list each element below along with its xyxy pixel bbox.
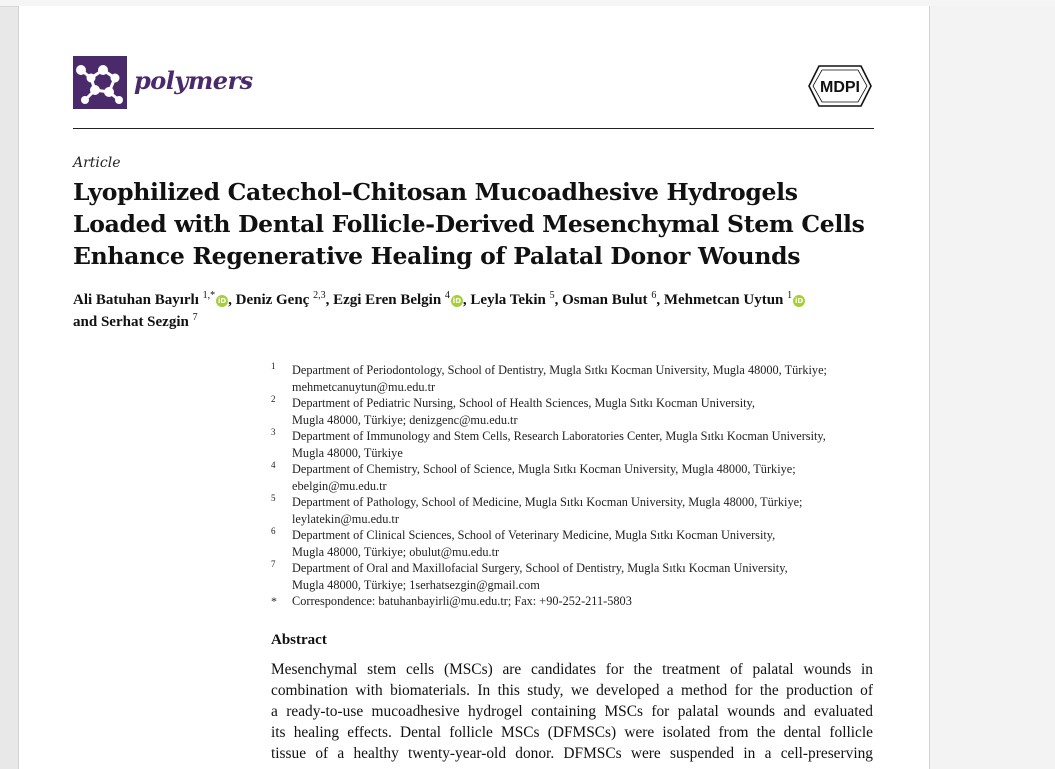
- author-affiliation-ref: 1,*: [202, 290, 216, 301]
- author-name: Leyla Tekin: [470, 292, 546, 308]
- affiliation-number: 3: [271, 427, 276, 437]
- correspondence-marker: *: [271, 594, 277, 608]
- affiliation-text: Department of Chemistry, School of Science, Mugla Sıtkı Kocman University, Mugla 48000, Türkiye;: [292, 462, 796, 476]
- abstract-line: Mesenchymal stem cells (MSCs) are candidates for the treatment of palatal wounds in: [271, 661, 873, 678]
- abstract-line: its healing effects. Dental follicle MSCs (DFMSCs) were isolated from the dental follicle: [271, 724, 873, 741]
- affiliation-text: Department of Clinical Sciences, School of Veterinary Medicine, Mugla Sıtkı Kocman University,: [292, 528, 776, 542]
- affiliation-text: Mugla 48000, Türkiye; denizgenc@mu.edu.tr: [292, 412, 518, 427]
- abstract-line: tissue of a healthy twenty-year-old donor. DFMSCs were suspended in a cell-preserving: [271, 745, 873, 762]
- affiliation-item: [271, 527, 881, 560]
- author-affiliation-ref: 7: [192, 312, 198, 323]
- affiliation-text: mehmetcanuytun@mu.edu.tr: [292, 379, 436, 394]
- author-name: Osman Bulut: [562, 292, 648, 308]
- affiliation-number: 1: [271, 361, 276, 371]
- orcid-icon[interactable]: iD: [218, 297, 227, 305]
- author-list: [73, 289, 913, 333]
- affiliation-item: [271, 428, 881, 461]
- affiliation-number: 4: [271, 460, 276, 470]
- affiliation-text: Mugla 48000, Türkiye: [292, 445, 403, 460]
- author-affiliation-ref: 5: [549, 290, 555, 301]
- affiliation-text: ebelgin@mu.edu.tr: [292, 478, 387, 493]
- abstract-heading: Abstract: [271, 632, 327, 648]
- affiliation-number: 6: [271, 526, 276, 536]
- affiliation-number: 2: [271, 394, 276, 404]
- affiliation-item: [271, 494, 881, 527]
- mdpi-logo-icon: [807, 64, 873, 108]
- author-name: Ezgi Eren Belgin: [333, 292, 442, 308]
- affiliation-text: Department of Oral and Maxillofacial Surgery, School of Dentistry, Mugla Sıtkı Kocman University,: [292, 561, 788, 575]
- author-affiliation-ref: 2,3: [313, 290, 326, 301]
- author-line: Ali Batuhan Bayırlı $^{1,*}$ iD , Deniz Genç $^{2,3}$, Ezgi Eren Belgin $^4$ iD , Leyla Tekin $^5$, Osman Bulut $^6$, Mehmetcan Uytun $^1$ iD: [73, 290, 804, 308]
- correspondence-text: Correspondence: batuhanbayirli@mu.edu.tr; Fax: +90-252-211-5803: [292, 594, 632, 608]
- affiliation-text: Department of Immunology and Stem Cells, Research Laboratories Center, Mugla Sıtkı Kocman University,: [292, 429, 826, 443]
- title-line: Lyophilized Catechol–Chitosan Mucoadhesive Hydrogels: [73, 178, 798, 206]
- viewer-background: [928, 6, 1055, 769]
- author-affiliation-ref: 4: [444, 290, 450, 301]
- author-affiliation-ref: 6: [651, 290, 657, 301]
- author-name: Mehmetcan Uytun: [663, 292, 784, 308]
- author-name: Ali Batuhan Bayırlı: [73, 292, 199, 308]
- affiliation-number: 5: [271, 493, 276, 503]
- orcid-icon[interactable]: iD: [795, 297, 804, 305]
- author-conjunction: and: [73, 314, 98, 330]
- affiliations-list: [271, 362, 881, 610]
- document-page: [18, 6, 930, 769]
- affiliation-item: [271, 395, 881, 428]
- affiliation-number: 7: [271, 559, 276, 569]
- abstract-line: a ready-to-use mucoadhesive hydrogel containing MSCs for palatal wounds and evaluated: [271, 703, 873, 720]
- abstract-body: [271, 659, 873, 764]
- article-type: Article: [73, 155, 121, 171]
- title-line: Enhance Regenerative Healing of Palatal Donor Wounds: [73, 242, 801, 270]
- orcid-icon[interactable]: iD: [452, 297, 462, 305]
- affiliation-text: leylatekin@mu.edu.tr: [292, 511, 399, 526]
- affiliation-text: Department of Periodontology, School of Dentistry, Mugla Sıtkı Kocman University, Mugla 48000, Türkiye;: [292, 363, 827, 377]
- header-divider: [73, 128, 874, 129]
- author-affiliation-ref: 1: [787, 290, 793, 301]
- article-title: [73, 176, 903, 272]
- journal-name: polymers: [134, 66, 253, 95]
- abstract-line: combination with biomaterials. In this study, we developed a method for the production of: [271, 682, 873, 699]
- author-name: Deniz Genç: [235, 292, 310, 308]
- affiliation-item: [271, 560, 881, 593]
- affiliation-item: [271, 461, 881, 494]
- publisher-name: MDPI: [820, 79, 860, 96]
- affiliation-text: Mugla 48000, Türkiye; obulut@mu.edu.tr: [292, 544, 500, 559]
- correspondence-item: [271, 593, 881, 610]
- polymers-logo-icon: [73, 56, 127, 109]
- affiliation-item: [271, 362, 881, 395]
- affiliation-text: Department of Pathology, School of Medicine, Mugla Sıtkı Kocman University, Mugla 48000, Türkiye;: [292, 495, 803, 509]
- affiliation-text: Mugla 48000, Türkiye; 1serhatsezgin@gmail.com: [292, 577, 540, 592]
- author-line: [73, 311, 913, 333]
- title-line: Loaded with Dental Follicle-Derived Mesenchymal Stem Cells: [73, 210, 865, 238]
- author-name: Serhat Sezgin: [100, 314, 189, 330]
- affiliation-text: Department of Pediatric Nursing, School of Health Sciences, Mugla Sıtkı Kocman University,: [292, 396, 755, 410]
